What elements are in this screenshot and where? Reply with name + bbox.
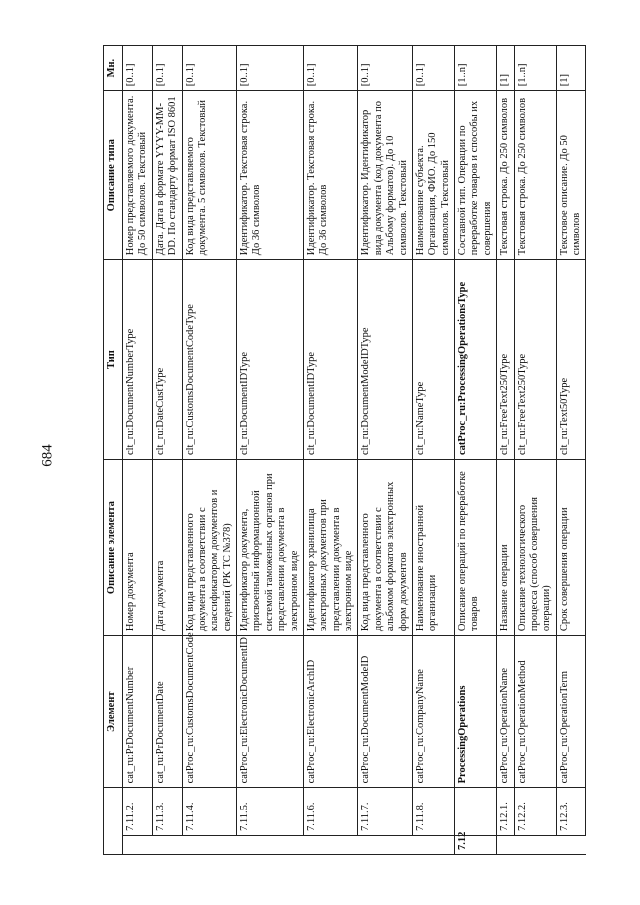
table-row bbox=[412, 46, 454, 855]
row-type: catProc_ru:ProcessingOperationsType bbox=[455, 260, 497, 460]
row-subnumber: 7.11.4. bbox=[182, 788, 237, 836]
row-number-blank bbox=[152, 835, 182, 854]
row-description: Номер документа bbox=[123, 460, 153, 636]
row-description: Код вида представленного документа в соответствии с классификатором документов и сведений (РК ТС №378) bbox=[182, 460, 237, 636]
row-type-description: Текстовая строка. До 250 символов bbox=[514, 91, 556, 260]
row-multiplicity: [1..n] bbox=[455, 46, 497, 91]
table-row bbox=[556, 46, 586, 855]
document-table-wrapper bbox=[103, 45, 582, 855]
table-body bbox=[123, 46, 586, 855]
row-subnumber bbox=[455, 788, 497, 836]
table-row bbox=[182, 46, 237, 855]
row-description: Срок совершения операции bbox=[556, 460, 586, 636]
row-element: catProc_ru:DocumentModeID bbox=[358, 636, 413, 788]
row-type-description: Составной тип. Операции по переработке товаров и способы их совершения bbox=[455, 91, 497, 260]
row-element: cat_ru:PrDocumentNumber bbox=[123, 636, 153, 788]
row-type: clt_ru:CustomsDocumentCodeType bbox=[182, 260, 237, 460]
row-number-blank bbox=[123, 835, 153, 854]
row-multiplicity: [1] bbox=[556, 46, 586, 91]
row-multiplicity: [0..1] bbox=[412, 46, 454, 91]
row-type-description: Код вида представляемого документа. 5 символов. Текстовый bbox=[182, 91, 237, 260]
row-type-description: Номер представляемого документа. До 50 символов. Текстовый bbox=[123, 91, 153, 260]
row-description: Код вида представленного документа в соответствии с альбомом форматов электронных форм документов bbox=[358, 460, 413, 636]
row-number-blank bbox=[514, 835, 556, 854]
row-type-description: Текстовое описание. До 50 символов bbox=[556, 91, 586, 260]
row-number-blank bbox=[182, 835, 237, 854]
row-type: clt_ru:DocumentModeIDType bbox=[358, 260, 413, 460]
row-element: catProc_ru:ElectronicArchID bbox=[303, 636, 358, 788]
row-element: ProcessingOperations bbox=[455, 636, 497, 788]
row-multiplicity: [0..1] bbox=[303, 46, 358, 91]
row-description: Название операции bbox=[497, 460, 514, 636]
row-subnumber: 7.12.3. bbox=[556, 788, 586, 836]
page-number: 684 bbox=[39, 444, 56, 467]
row-subnumber: 7.11.8. bbox=[412, 788, 454, 836]
row-number-blank bbox=[303, 835, 358, 854]
table-row bbox=[123, 46, 153, 855]
header-number bbox=[104, 788, 123, 855]
row-multiplicity: [0..1] bbox=[123, 46, 153, 91]
table-row bbox=[455, 46, 497, 855]
row-description: Описание технологического процесса (способ совершения операции) bbox=[514, 460, 556, 636]
row-element: catProc_ru:ElectronicDocumentID bbox=[237, 636, 304, 788]
row-subnumber: 7.11.5. bbox=[237, 788, 304, 836]
row-element: catProc_ru:CompanyName bbox=[412, 636, 454, 788]
table-row bbox=[303, 46, 358, 855]
row-description: Идентификатор хранилища электронных документов при представлении документа в электронном виде bbox=[303, 460, 358, 636]
row-multiplicity: [1] bbox=[497, 46, 514, 91]
table-row bbox=[514, 46, 556, 855]
row-number-blank bbox=[237, 835, 304, 854]
row-description: Описание операций по переработке товаров bbox=[455, 460, 497, 636]
row-multiplicity: [0..1] bbox=[237, 46, 304, 91]
row-subnumber: 7.11.6. bbox=[303, 788, 358, 836]
row-type-description: Идентификатор. Текстовая строка. До 36 символов bbox=[237, 91, 304, 260]
row-type: clt_ru:Text50Type bbox=[556, 260, 586, 460]
table-row bbox=[358, 46, 413, 855]
header-element: Элемент bbox=[104, 636, 123, 788]
header-description: Описание элемента bbox=[104, 460, 123, 636]
row-multiplicity: [1..n] bbox=[514, 46, 556, 91]
header-type: Тип bbox=[104, 260, 123, 460]
row-type: clt_ru:FreeText250Type bbox=[514, 260, 556, 460]
table-row bbox=[237, 46, 304, 855]
row-element: cat_ru:PrDocumentDate bbox=[152, 636, 182, 788]
row-subnumber: 7.11.3. bbox=[152, 788, 182, 836]
row-subnumber: 7.12.1. bbox=[497, 788, 514, 836]
row-description: Идентификатор документа, присвоенный информационной системой таможенных органов при представлении документа в электронном виде bbox=[237, 460, 304, 636]
row-number-blank bbox=[556, 835, 586, 854]
row-type: clt_ru:DocumentIDType bbox=[303, 260, 358, 460]
table-row bbox=[497, 46, 514, 855]
row-element: catProc_ru:CustomsDocumentCode bbox=[182, 636, 237, 788]
row-type-description: Текстовая строка. До 250 символов bbox=[497, 91, 514, 260]
row-description: Дата документа bbox=[152, 460, 182, 636]
row-element: catProc_ru:OperationTerm bbox=[556, 636, 586, 788]
row-element: catProc_ru:OperationMethod bbox=[514, 636, 556, 788]
row-number-blank bbox=[497, 835, 514, 854]
row-type-description: Идентификатор. Текстовая строка. До 36 символов bbox=[303, 91, 358, 260]
row-subnumber: 7.11.7. bbox=[358, 788, 413, 836]
row-multiplicity: [0..1] bbox=[182, 46, 237, 91]
row-type: clt_ru:DocumentNumberType bbox=[123, 260, 153, 460]
row-multiplicity: [0..1] bbox=[358, 46, 413, 91]
row-number-blank bbox=[412, 835, 454, 854]
row-type-description: Наименование субъекта. Организация, ФИО. До 150 символов. Текстовый bbox=[412, 91, 454, 260]
elements-table bbox=[103, 45, 586, 855]
row-description: Наименование иностранной организации bbox=[412, 460, 454, 636]
table-row bbox=[152, 46, 182, 855]
header-multiplicity: Мн. bbox=[104, 46, 123, 91]
row-type: clt_ru:FreeText250Type bbox=[497, 260, 514, 460]
row-number: 7.12 bbox=[455, 835, 497, 854]
row-number-blank bbox=[358, 835, 413, 854]
header-type-description: Описание типа bbox=[104, 91, 123, 260]
row-subnumber: 7.11.2. bbox=[123, 788, 153, 836]
row-subnumber: 7.12.2. bbox=[514, 788, 556, 836]
row-type-description: Дата. Дата в формате YYYY-MM-DD. По стандарту формат ISO 8601 bbox=[152, 91, 182, 260]
row-type: clt_ru:NameType bbox=[412, 260, 454, 460]
row-element: catProc_ru:OperationName bbox=[497, 636, 514, 788]
table-header-row bbox=[104, 46, 123, 855]
row-type: clt_ru:DocumentIDType bbox=[237, 260, 304, 460]
row-type-description: Идентификатор. Идентификатор вида документа (код документа по Альбому форматов). До 10 символов. Текстовый bbox=[358, 91, 413, 260]
row-type: clt_ru:DateCustType bbox=[152, 260, 182, 460]
row-multiplicity: [0..1] bbox=[152, 46, 182, 91]
